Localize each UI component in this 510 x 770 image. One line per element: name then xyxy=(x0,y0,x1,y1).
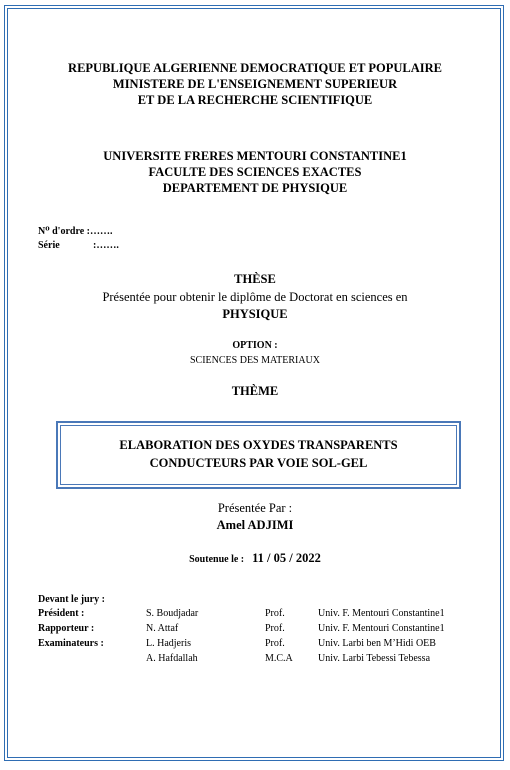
jury-role: Président : xyxy=(38,608,85,619)
thesis-field: PHYSIQUE xyxy=(222,307,288,321)
option-label: OPTION : xyxy=(232,340,278,351)
jury-institution: Univ. F. Mentouri Constantine1 xyxy=(318,608,445,619)
jury-institution: Univ. F. Mentouri Constantine1 xyxy=(318,623,445,634)
jury-institution: Univ. Larbi Tebessi Tebessa xyxy=(318,653,431,664)
author-name: Amel ADJIMI xyxy=(216,518,294,532)
jury-member-name: N. Attaf xyxy=(146,623,179,634)
jury-grade: Prof. xyxy=(265,623,285,634)
serie-label: Série xyxy=(38,240,60,251)
theme-title-line2: CONDUCTEURS PAR VOIE SOL-GEL xyxy=(149,456,368,470)
serie-value: :……. xyxy=(93,240,119,251)
jury-grade: Prof. xyxy=(265,608,285,619)
theme-heading: THÈME xyxy=(231,384,279,398)
jury-member-name: S. Boudjadar xyxy=(146,608,199,619)
ministry-title: MINISTERE DE L'ENSEIGNEMENT SUPERIEUR xyxy=(112,77,398,91)
faculty-name: FACULTE DES SCIENCES EXACTES xyxy=(148,165,362,179)
university-name: UNIVERSITE FRERES MENTOURI CONSTANTINE1 xyxy=(103,149,407,163)
department-name: DEPARTEMENT DE PHYSIQUE xyxy=(162,181,348,195)
jury-institution: Univ. Larbi ben M’Hidi OEB xyxy=(318,638,436,649)
thesis-heading: THÈSE xyxy=(234,272,276,286)
jury-member-name: A. Hafdallah xyxy=(146,653,198,664)
order-number: N⁰ d'ordre :……. xyxy=(38,226,113,237)
jury-grade: Prof. xyxy=(265,638,285,649)
jury-member-name: L. Hadjeris xyxy=(146,638,191,649)
thesis-subtitle: Présentée pour obtenir le diplôme de Doctorat en sciences en xyxy=(102,290,408,304)
defense-line xyxy=(0,549,510,567)
jury-role: Rapporteur : xyxy=(38,623,95,634)
option-value: SCIENCES DES MATERIAUX xyxy=(189,355,320,366)
ministry-title-cont: ET DE LA RECHERCHE SCIENTIFIQUE xyxy=(137,93,373,107)
jury-heading: Devant le jury : xyxy=(38,594,105,605)
presented-by-label: Présentée Par : xyxy=(217,501,293,515)
republic-title: REPUBLIQUE ALGERIENNE DEMOCRATIQUE ET POPULAIRE xyxy=(68,61,442,75)
jury-role: Examinateurs : xyxy=(38,638,104,649)
theme-title-line1: ELABORATION DES OXYDES TRANSPARENTS xyxy=(119,438,398,452)
defense-date: 11 / 05 / 2022 xyxy=(252,551,321,565)
jury-grade: M.C.A xyxy=(265,653,293,664)
defense-label: Soutenue le : xyxy=(189,554,245,565)
